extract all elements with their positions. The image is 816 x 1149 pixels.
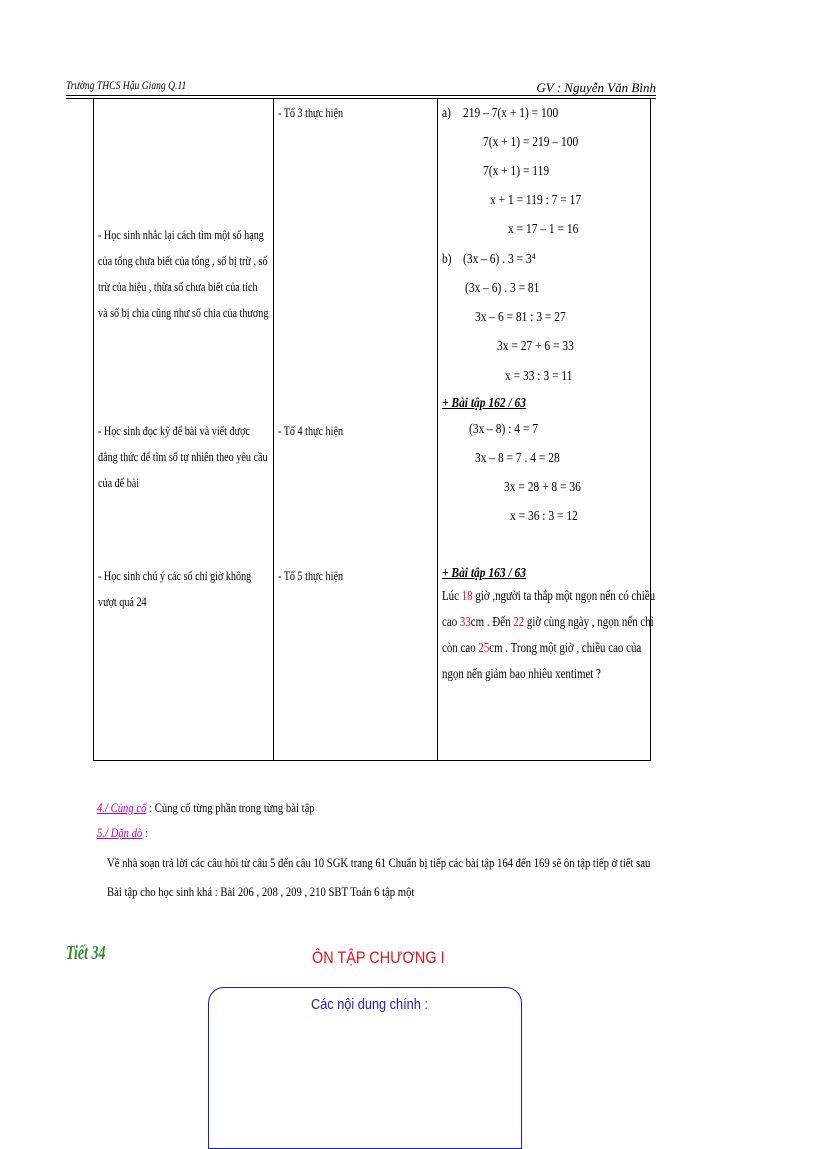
eq-a3: 7(x + 1) = 119 xyxy=(483,164,550,179)
activity-1: - Học sinh nhắc lại cách tìm một số hạng của tổng chưa biết của tổng , số bị trừ , số trừ của hiệu , thừa số chưa biết của tích và số bị chia cũng như số chia của thương xyxy=(98,227,269,320)
eq-b1: (3x – 6) . 3 = 3⁴ xyxy=(463,252,536,267)
consolidation-line: 4./ Củng cố : Củng cố từng phần trong từng bài tập xyxy=(97,800,315,815)
eq-b3: 3x – 6 = 81 : 3 = 27 xyxy=(475,310,566,325)
eq-c1: (3x – 8) : 4 = 7 xyxy=(469,422,538,437)
lesson-number: Tiết 34 xyxy=(66,942,106,964)
exercise-162-title: + Bài tập 162 / 63 xyxy=(442,396,527,411)
lesson-table xyxy=(93,98,656,761)
exercise-163-text: Lúc 18 giờ ,người ta thắp một ngọn nến có chiều cao 33cm . Đến 22 giờ cùng ngày , ngọn nến chỉ còn cao 25cm . Trong một giờ , chiều cao của ngọn nến giảm bao nhiêu xentimet ? xyxy=(442,589,656,682)
header-rule xyxy=(66,95,656,96)
consolidation-label: 4./ Củng cố xyxy=(97,800,147,815)
group-5: - Tổ 5 thực hiện xyxy=(278,568,344,583)
school-name: Trường THCS Hậu Giang Q.11 xyxy=(66,78,187,92)
homework-heading: 5./ Dặn dò : xyxy=(97,825,148,840)
group-column xyxy=(274,98,438,761)
homework-label: 5./ Dặn dò xyxy=(97,825,143,840)
content-box-title: Các nội dung chính : xyxy=(311,996,428,1013)
eq-a4: x + 1 = 119 : 7 = 17 xyxy=(490,193,582,208)
review-title: ÔN TẬP CHƯƠNG I xyxy=(312,948,445,967)
activity-2: - Học sinh đọc kỹ để bài và viết được đẳng thức để tìm số tự nhiên theo yêu cầu của để bài xyxy=(98,423,268,490)
group-3: - Tổ 3 thực hiện xyxy=(278,105,344,120)
student-activity-column xyxy=(94,98,274,761)
group-4: - Tổ 4 thực hiện xyxy=(278,423,344,438)
homework-line-1: Về nhà soạn trả lời các câu hỏi từ câu 5 đến câu 10 SGK trang 61 Chuẩn bị tiếp các bài tập 164 đến 169 sẽ ôn tập tiếp ở tiết sau xyxy=(107,855,651,870)
label-a: a) xyxy=(442,106,451,121)
eq-b5: x = 33 : 3 = 11 xyxy=(505,369,573,384)
exercise-163-title: + Bài tập 163 / 63 xyxy=(442,566,527,581)
activity-3: - Học sinh chú ý các số chỉ giờ không vượt quá 24 xyxy=(98,568,252,609)
eq-b2: (3x – 6) . 3 = 81 xyxy=(465,281,540,296)
eq-c3: 3x = 28 + 8 = 36 xyxy=(504,480,581,495)
eq-c2: 3x – 8 = 7 . 4 = 28 xyxy=(475,451,560,466)
eq-a1: 219 – 7(x + 1) = 100 xyxy=(463,106,559,121)
teacher-name: GV : Nguyễn Văn Bình xyxy=(536,80,656,95)
label-b: b) xyxy=(442,252,452,267)
eq-c4: x = 36 : 3 = 12 xyxy=(510,509,578,524)
homework-line-2: Bài tập cho học sinh khá : Bài 206 , 208 , 209 , 210 SBT Toán 6 tập một xyxy=(107,884,415,899)
eq-a2: 7(x + 1) = 219 – 100 xyxy=(483,135,579,150)
eq-a5: x = 17 – 1 = 16 xyxy=(508,222,579,237)
eq-b4: 3x = 27 + 6 = 33 xyxy=(497,339,574,354)
solution-column xyxy=(438,98,656,761)
